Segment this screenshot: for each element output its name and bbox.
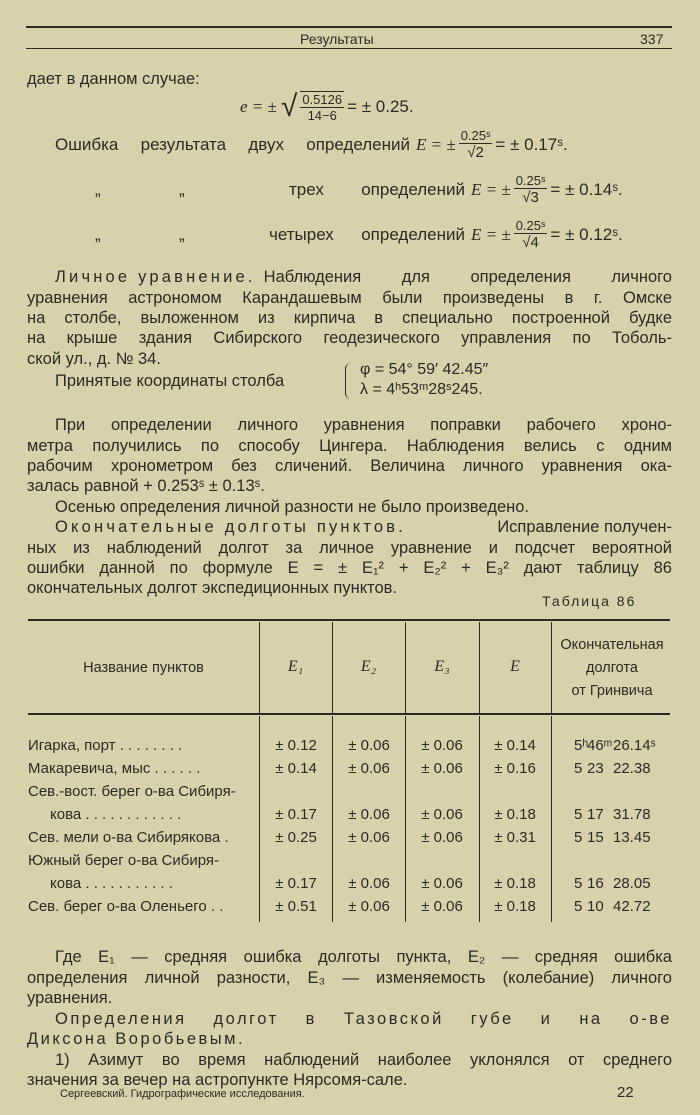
footer-source: Сергеевский. Гидрографические исследования. xyxy=(60,1088,305,1100)
personal-eq-line xyxy=(55,267,672,287)
column-divider xyxy=(479,716,480,922)
longitude-h: 5 xyxy=(574,875,583,892)
cell-e: ± 0.18 xyxy=(494,875,536,892)
column-header-longitude xyxy=(551,634,673,703)
coord-phi: φ = 54° 59′ 42.45″ xyxy=(360,361,489,378)
paragraph-line: уравнения. xyxy=(27,989,113,1007)
cell-e2: ± 0.06 xyxy=(348,737,390,754)
station-name: Сев.-вост. берег о-ва Сибиря- xyxy=(28,783,236,800)
column-divider xyxy=(259,716,260,922)
error-formula-rhs: = ± 0.12ˢ. xyxy=(550,224,623,244)
fraction-den: √3 xyxy=(522,189,539,206)
cell-e2: ± 0.06 xyxy=(348,806,390,823)
fraction-num: 0.25ˢ xyxy=(460,128,491,143)
paragraph-line: метра получились по способу Цингера. Наблюдения велись с одним xyxy=(27,437,672,455)
paragraph-line: Осенью определения личной разности не было произведено. xyxy=(55,498,529,516)
final-long-text: Исправление получен- xyxy=(497,518,672,536)
error-formula-rhs: = ± 0.14ˢ. xyxy=(550,179,623,199)
longitude-s: 26.14ˢ xyxy=(613,737,656,754)
column-header-e1: E₁ xyxy=(287,658,304,675)
error-formula-lhs: E = ± xyxy=(471,224,511,244)
header-bottom-rule xyxy=(26,48,672,49)
cell-e1: ± 0.14 xyxy=(275,760,317,777)
personal-eq-heading: Личное уравнение. xyxy=(55,268,256,286)
cell-e2: ± 0.06 xyxy=(348,760,390,777)
intro-text: дает в данном случае: xyxy=(27,70,200,88)
final-long-line xyxy=(55,517,672,537)
ditto-mark: „ xyxy=(179,224,185,244)
error-formula-fraction xyxy=(514,173,548,206)
error-formula-lhs: E = ± xyxy=(471,179,511,199)
formula-e xyxy=(240,90,414,124)
longitude-m: 16 xyxy=(587,875,604,892)
paragraph-line: значения за вечер на астропункте Нярсомя-сале. xyxy=(27,1071,408,1089)
fraction-den: √2 xyxy=(467,144,484,161)
column-header-e3: E₃ xyxy=(434,658,450,675)
cell-e3: ± 0.06 xyxy=(421,806,463,823)
cell-e: ± 0.14 xyxy=(494,737,536,754)
column-header-e2: E₂ xyxy=(360,658,377,675)
station-name: Южный берег о-ва Сибиря- xyxy=(28,852,220,869)
column-header-longitude-line: долгота xyxy=(586,660,638,676)
fraction-den: √4 xyxy=(522,234,539,251)
station-name: Макаревича, мыс . . . . . . xyxy=(28,760,201,777)
error-formula-fraction xyxy=(459,128,493,161)
paragraph-line: уравнения астрономом Карандашевым были произведены в г. Омске xyxy=(27,289,672,307)
error-formula-label: трех определений xyxy=(289,179,465,199)
cell-e1: ± 0.12 xyxy=(275,737,317,754)
coords-label: Принятые координаты столба xyxy=(55,372,285,390)
brace-icon xyxy=(345,363,352,399)
paragraph-line: на крыше здания Сибирского геодезического управления по Тоболь- xyxy=(27,329,672,347)
paragraph-line: При определении личного уравнения поправки рабочего хроно- xyxy=(55,416,672,434)
longitude-h: 5 xyxy=(574,898,583,915)
error-formula-2 xyxy=(55,128,568,161)
error-formula-label: Ошибка результата двух определений xyxy=(55,134,410,154)
signature-number: 22 xyxy=(617,1084,634,1101)
page-number: 337 xyxy=(640,31,664,47)
station-name: кова . . . . . . . . . . . xyxy=(50,875,173,892)
paragraph-line: окончательных долгот экспедиционных пунктов. xyxy=(27,579,398,597)
coord-lambda: λ = 4ʰ53ᵐ28ˢ245. xyxy=(360,381,483,398)
cell-e1: ± 0.17 xyxy=(275,806,317,823)
paragraph-line: Где E₁ — средняя ошибка долготы пункта, E₂ — средняя ошибка xyxy=(55,948,672,966)
column-header-longitude-line: от Гринвича xyxy=(571,683,653,699)
ditto-mark: „ xyxy=(95,179,101,199)
running-title: Результаты xyxy=(300,31,374,47)
error-formula-fraction xyxy=(514,218,548,251)
column-header-e: E xyxy=(510,658,520,675)
cell-e: ± 0.16 xyxy=(494,760,536,777)
ditto-mark: „ xyxy=(95,224,101,244)
longitude-h: 5 xyxy=(574,760,583,777)
cell-e2: ± 0.06 xyxy=(348,829,390,846)
error-formula-rhs: = ± 0.17ˢ. xyxy=(495,134,568,154)
paragraph-line: на столбе, выложенном из кирпича в специально построенной будке xyxy=(27,309,672,327)
longitude-s: 28.05 xyxy=(613,875,651,892)
cell-e3: ± 0.06 xyxy=(421,760,463,777)
radical-icon: √ xyxy=(280,90,298,123)
formula-e-fraction xyxy=(300,91,344,123)
longitude-h: 5 xyxy=(574,829,583,846)
formula-e-lhs: e = ± xyxy=(240,97,277,116)
paragraph-line: ошибки данной по формуле E = ± E₁² + E₂² + E₃² дают таблицу 86 xyxy=(27,559,672,577)
column-header-longitude-line: Окончательная xyxy=(560,637,664,653)
cell-e3: ± 0.06 xyxy=(421,875,463,892)
paragraph-line: 1) Азимут во время наблюдений наиболее уклонялся от среднего xyxy=(55,1051,672,1069)
cell-e2: ± 0.06 xyxy=(348,898,390,915)
station-name: Сев. мели о-ва Сибирякова . xyxy=(28,829,229,846)
cell-e1: ± 0.25 xyxy=(275,829,317,846)
error-formula-3 xyxy=(55,173,623,206)
paragraph-line: определения личной разности, E₃ — изменяемость (колебание) личного xyxy=(27,969,672,987)
paragraph-line: ской ул., д. № 34. xyxy=(27,350,161,368)
fraction-num: 0.25ˢ xyxy=(515,173,546,188)
longitude-m: 17 xyxy=(587,806,604,823)
fraction-num: 0.25ˢ xyxy=(515,218,546,233)
error-formula-label: четырех определений xyxy=(269,224,465,244)
longitude-m: 10 xyxy=(587,898,604,915)
paragraph-line: рабочим хронометром без сличений. Величина личного уравнения ока- xyxy=(27,457,672,475)
error-formula-lhs: E = ± xyxy=(416,134,456,154)
cell-e2: ± 0.06 xyxy=(348,875,390,892)
table-caption: Таблица 86 xyxy=(542,593,637,609)
column-divider xyxy=(332,716,333,922)
formula-e-rhs: = ± 0.25. xyxy=(347,97,414,116)
error-formula-4 xyxy=(55,218,623,251)
section-heading: Определения долгот в Тазовской губе и на о-ве xyxy=(55,1010,672,1028)
cell-e1: ± 0.17 xyxy=(275,875,317,892)
longitude-s: 31.78 xyxy=(613,806,651,823)
longitude-h: 5ʰ xyxy=(574,737,589,754)
personal-eq-text: Наблюдения для определения личного xyxy=(263,268,672,286)
longitude-s: 22.38 xyxy=(613,760,651,777)
header-top-rule xyxy=(26,26,672,28)
cell-e1: ± 0.51 xyxy=(275,898,317,915)
cell-e: ± 0.31 xyxy=(494,829,536,846)
column-divider xyxy=(405,716,406,922)
longitude-m: 46ᵐ xyxy=(587,737,613,754)
longitude-m: 23 xyxy=(587,760,604,777)
station-name: кова . . . . . . . . . . . . xyxy=(50,806,182,823)
longitude-s: 42.72 xyxy=(613,898,651,915)
station-name: Игарка, порт . . . . . . . . xyxy=(28,737,183,754)
column-divider xyxy=(551,716,552,922)
table-top-rule xyxy=(28,619,670,621)
formula-e-den: 14−6 xyxy=(307,108,337,123)
final-long-heading: Окончательные долготы пунктов. xyxy=(55,518,407,536)
column-header-name: Название пунктов xyxy=(83,660,204,676)
section-heading: Диксона Воробьевым. xyxy=(27,1030,246,1048)
formula-e-num: 0.5126 xyxy=(302,92,343,107)
ditto-mark: „ xyxy=(179,179,185,199)
paragraph-line: залась равной + 0.253ˢ ± 0.13ˢ. xyxy=(27,477,265,495)
longitude-m: 15 xyxy=(587,829,604,846)
paragraph-line: ных из наблюдений долгот за личное уравнение и подсчет вероятной xyxy=(27,539,672,557)
cell-e: ± 0.18 xyxy=(494,898,536,915)
cell-e3: ± 0.06 xyxy=(421,737,463,754)
longitude-h: 5 xyxy=(574,806,583,823)
table-header-rule xyxy=(28,713,670,715)
cell-e: ± 0.18 xyxy=(494,806,536,823)
station-name: Сев. берег о-ва Оленьего . . xyxy=(28,898,224,915)
longitude-s: 13.45 xyxy=(613,829,651,846)
cell-e3: ± 0.06 xyxy=(421,898,463,915)
cell-e3: ± 0.06 xyxy=(421,829,463,846)
